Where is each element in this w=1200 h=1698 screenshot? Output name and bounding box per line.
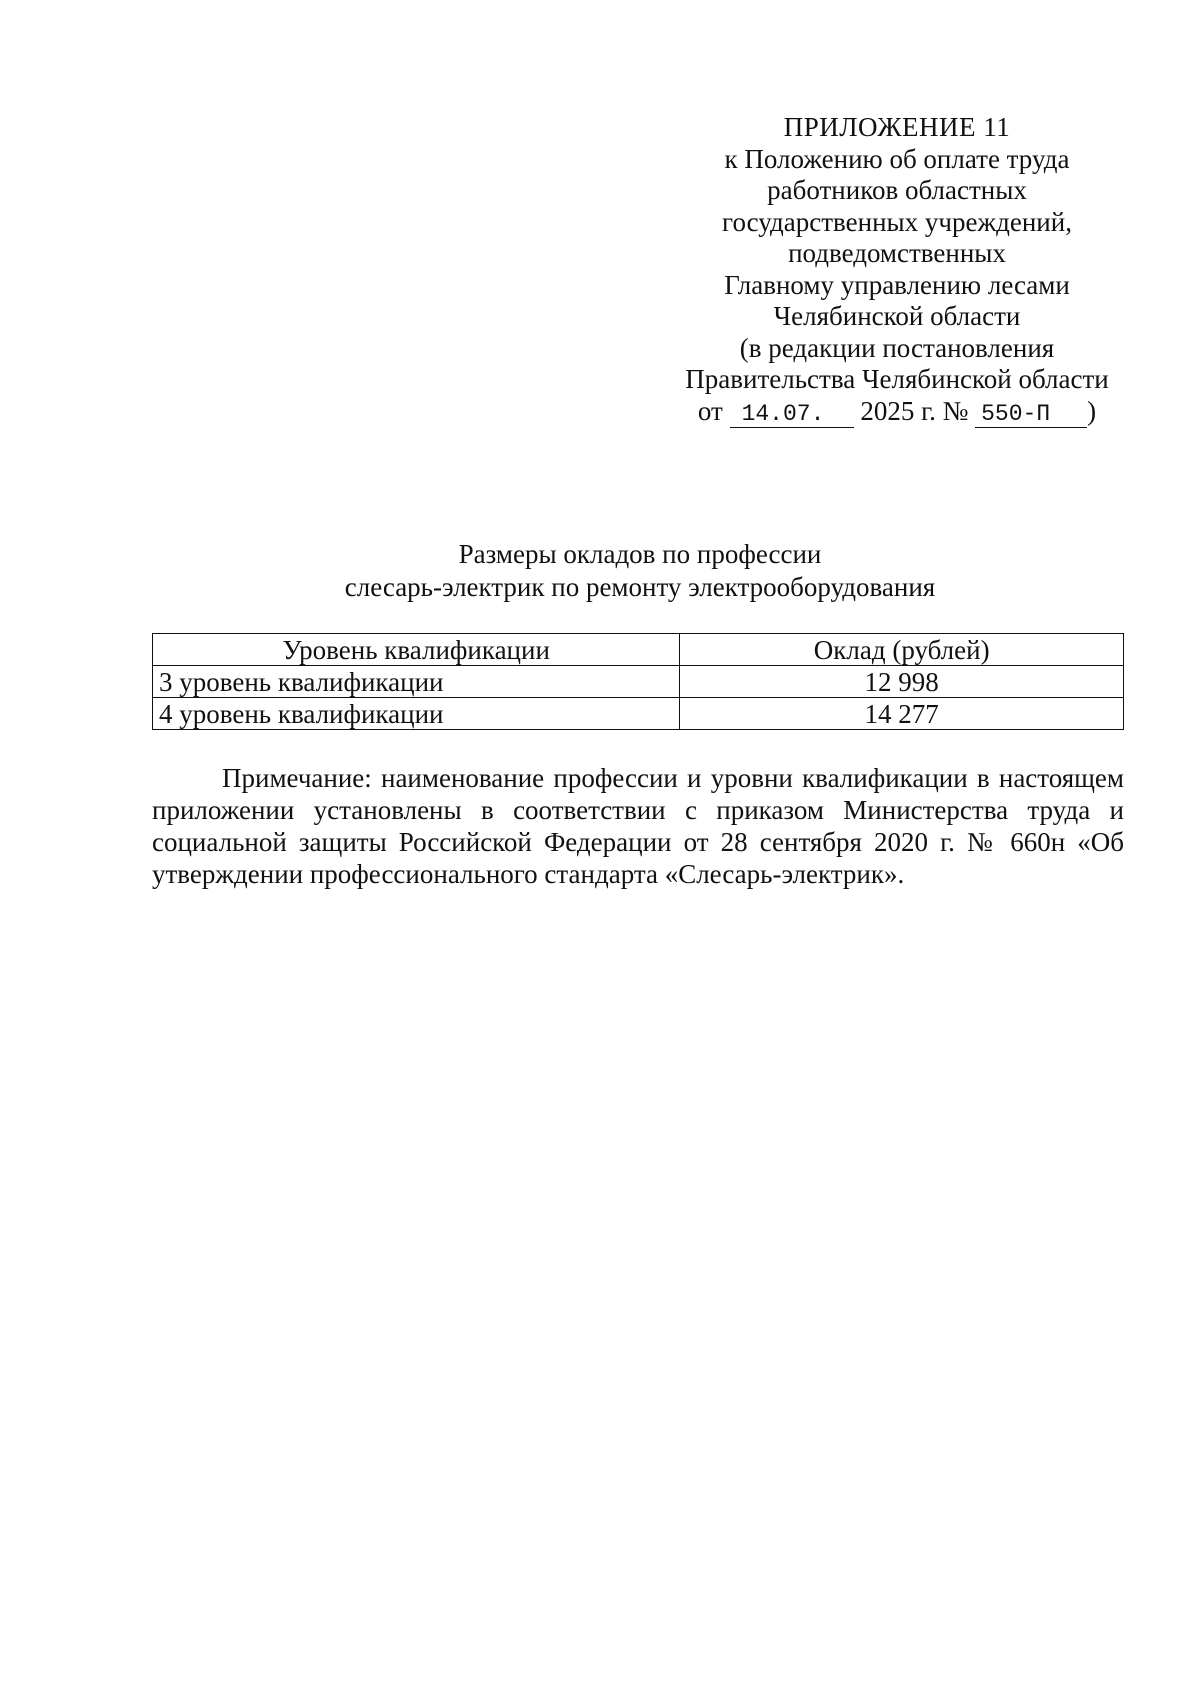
salary-cell: 12 998 (680, 666, 1124, 698)
resolution-date: 14.07. (730, 402, 854, 428)
appendix-header (662, 112, 1132, 428)
salary-table (152, 633, 1124, 730)
appendix-line: к Положению об оплате труда (724, 143, 1070, 174)
appendix-line: подведомственных (788, 238, 1006, 268)
appendix-line: работников областных (767, 175, 1027, 205)
resolution-date-line (662, 396, 1132, 428)
date-year: 2025 г. № (860, 395, 969, 426)
column-header-level: Уровень квалификации (153, 634, 680, 666)
appendix-line: Челябинской области (773, 301, 1021, 331)
appendix-line: Правительства Челябинской области (685, 364, 1109, 394)
appendix-line: Главному управлению лесами (724, 269, 1070, 300)
appendix-line: (в редакции постановления (739, 332, 1055, 363)
date-prefix: от (697, 395, 723, 426)
qualification-level-cell: 4 уровень квалификации (153, 698, 680, 730)
note-paragraph: Примечание: наименование профессии и уровни квалификации в настоящем приложении установлены в соответствии с приказом Министерства труда и социальной защиты Российской Федерации от 28 сентября 2020 г. № 660н «Об утверждении профессионального стандарта «Слесарь-электрик». (152, 763, 1124, 889)
table-title (140, 538, 1140, 604)
column-header-salary: Оклад (рублей) (680, 634, 1124, 666)
resolution-number: 550-П (975, 402, 1087, 428)
appendix-line: государственных учреждений, (722, 206, 1072, 237)
closing-paren: ) (1087, 395, 1097, 426)
table-row (153, 666, 1124, 698)
appendix-title: ПРИЛОЖЕНИЕ 11 (783, 112, 1011, 142)
salary-cell: 14 277 (680, 698, 1124, 730)
qualification-level-cell: 3 уровень квалификации (153, 666, 680, 698)
table-row (153, 698, 1124, 730)
table-header-row (153, 634, 1124, 666)
table-title-line: слесарь-электрик по ремонту электрооборудования (344, 572, 936, 602)
table-title-line: Размеры окладов по профессии (458, 539, 822, 569)
